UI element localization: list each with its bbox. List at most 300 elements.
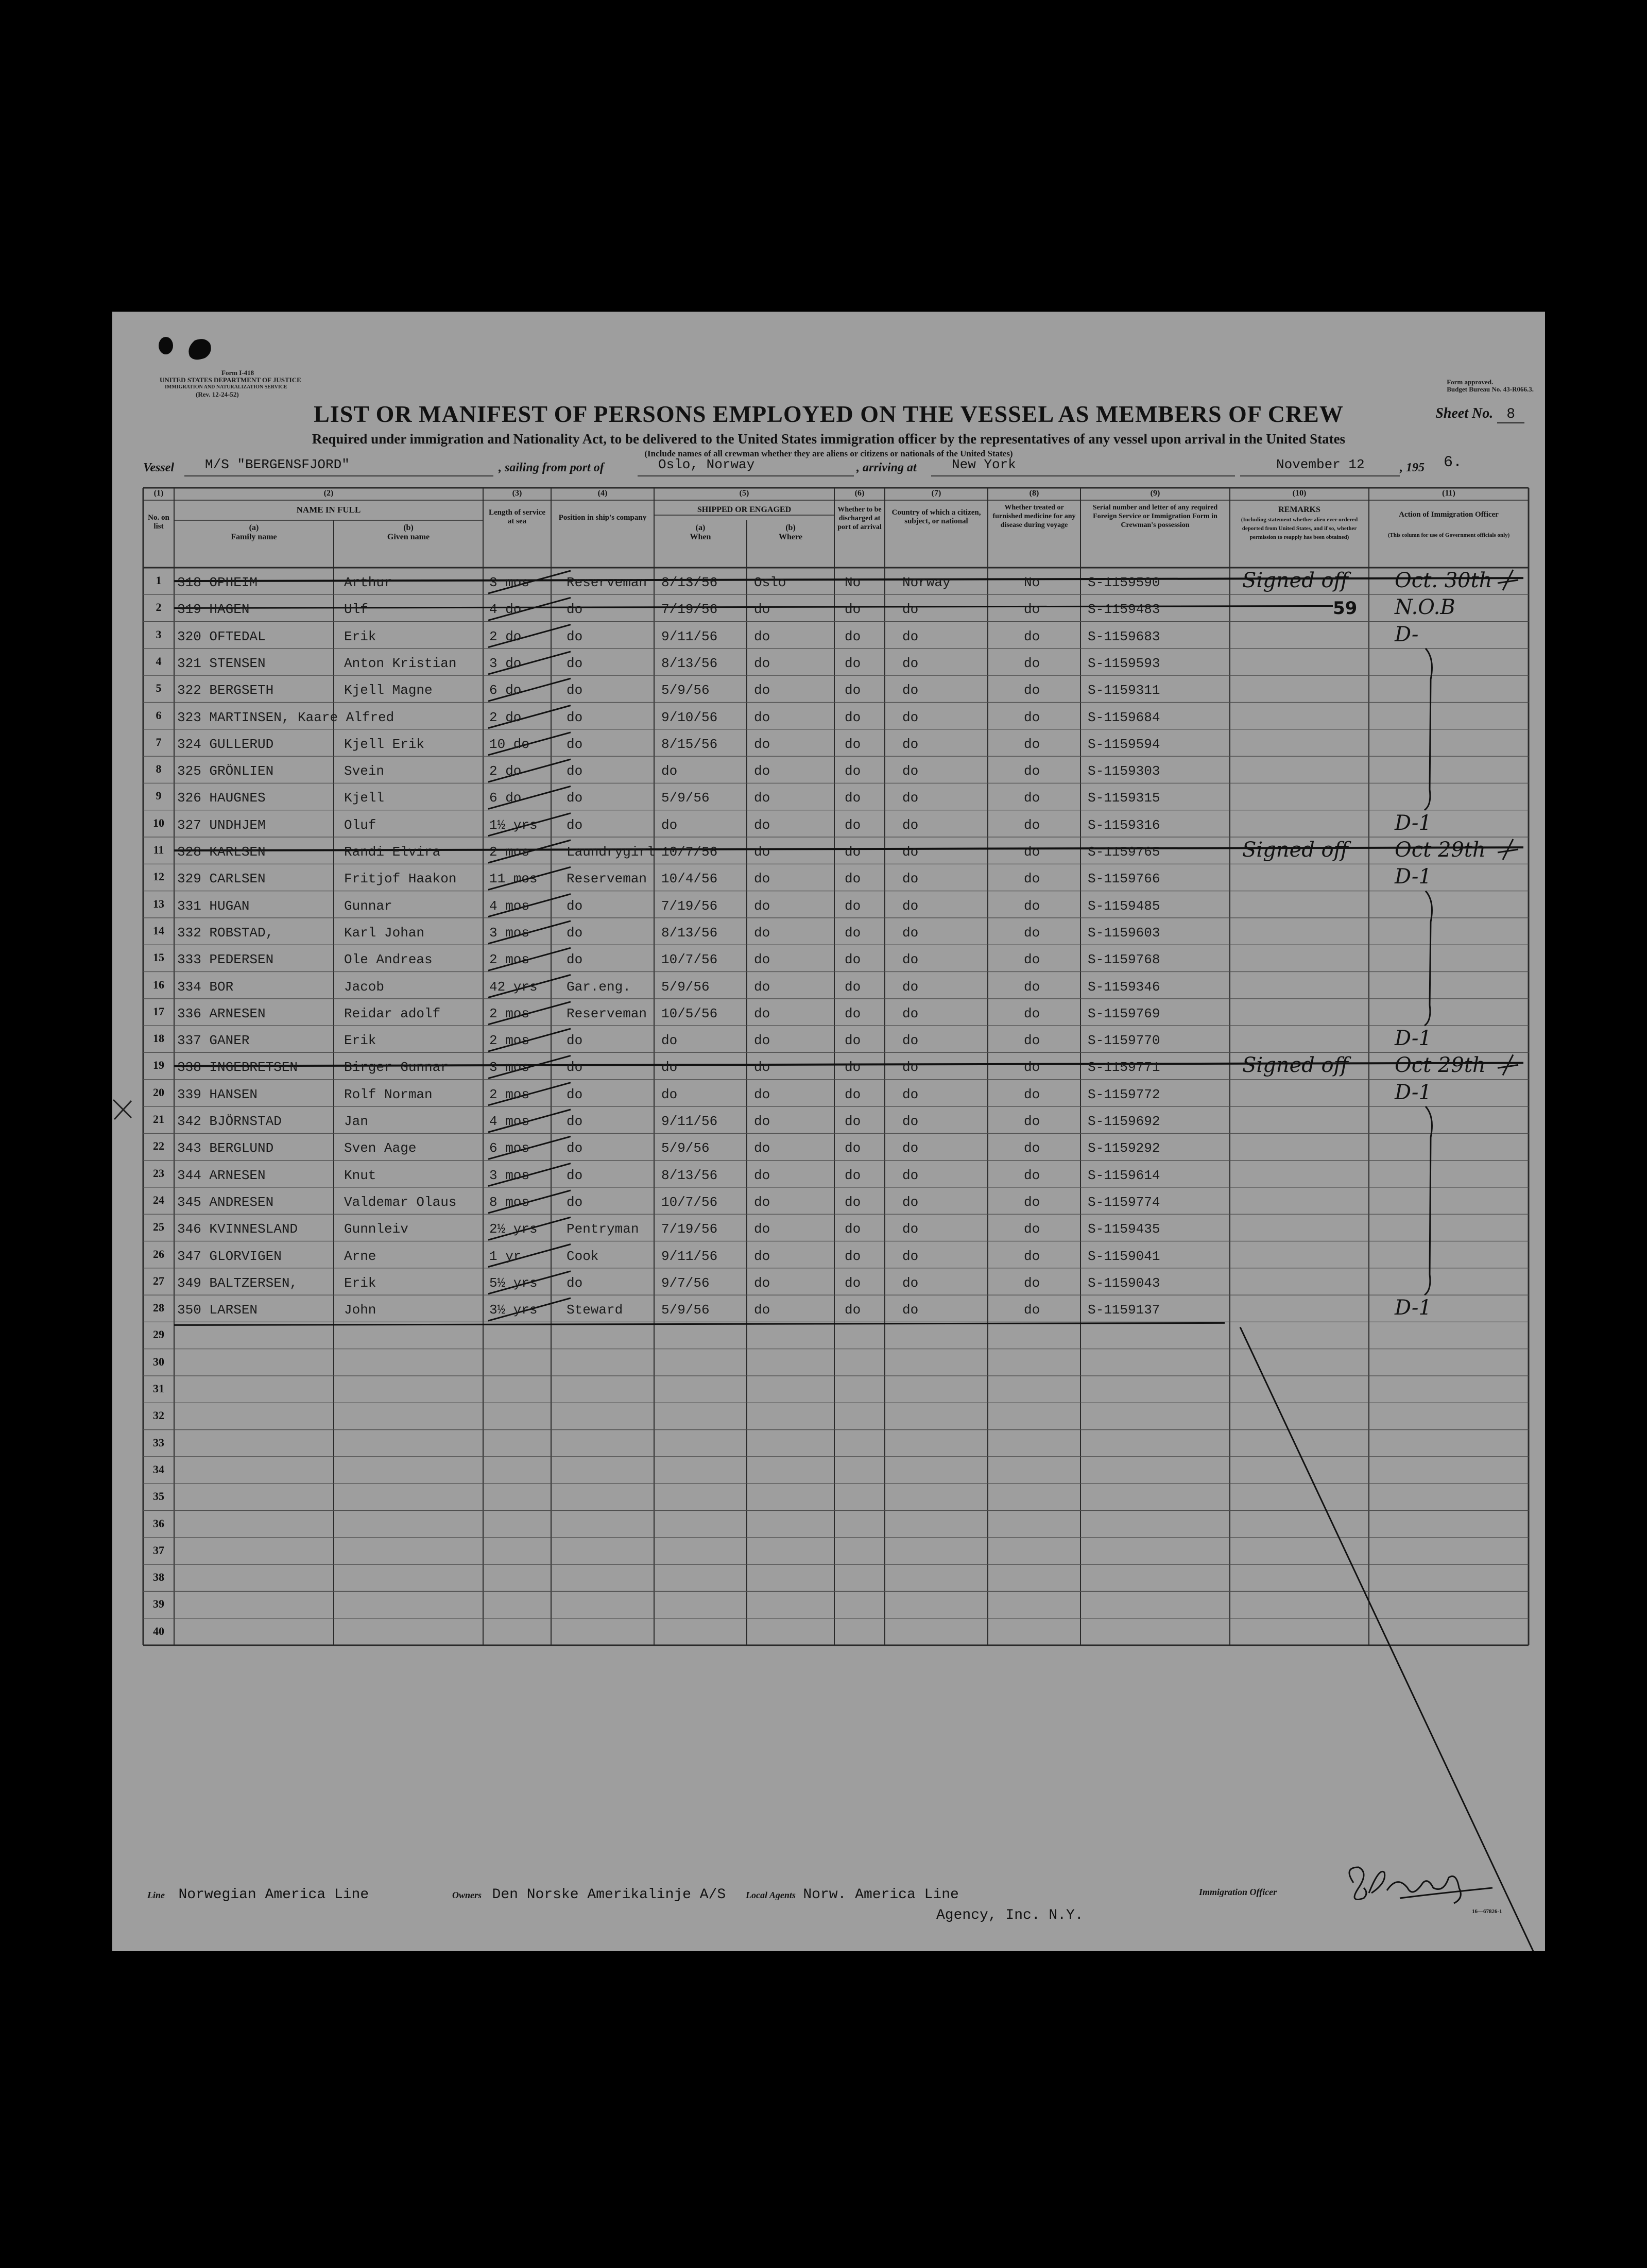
serial-number: S-1159769 [1088, 1005, 1160, 1021]
serial-number: S-1159692 [1088, 1114, 1160, 1129]
position: do [567, 790, 583, 806]
page-title: LIST OR MANIFEST OF PERSONS EMPLOYED ON THE VESSEL AS MEMBERS OF CREW [314, 401, 1344, 427]
shipped-where: do [754, 1033, 770, 1049]
vessel-name: M/S "BERGENSFJORD" [205, 457, 350, 472]
serial-number: S-1159614 [1088, 1167, 1160, 1183]
given-name: Svein [344, 763, 385, 779]
serial-number: S-1159766 [1088, 871, 1160, 887]
column-number: (3) [512, 489, 522, 498]
country: do [902, 1060, 919, 1076]
length-of-service: 2 do [489, 628, 522, 644]
row-number: 5 [156, 681, 162, 695]
shipped-where: do [754, 898, 770, 914]
officer-field [1199, 1887, 1277, 1898]
length-of-service: 2 mos [489, 1005, 530, 1021]
medicine: do [1024, 1302, 1040, 1318]
shipped-when: 9/11/56 [661, 1114, 718, 1129]
given-name: Arne [344, 1248, 376, 1264]
serial-number: S-1159483 [1088, 602, 1160, 618]
row-number: 16 [153, 978, 164, 991]
column-number: (10) [1292, 489, 1307, 498]
family-name: 338 INGEBRETSEN [177, 1060, 298, 1076]
discharged: do [845, 1086, 861, 1102]
country: do [902, 602, 919, 618]
officer-check-mark [1498, 839, 1518, 860]
agents-name-2: Agency, Inc. N.Y. [936, 1907, 1084, 1923]
row-number: 34 [153, 1462, 164, 1476]
arriving-label: , arriving at [856, 461, 917, 474]
family-name: 329 CARLSEN [177, 871, 266, 887]
discharged: do [845, 655, 861, 671]
discharged: do [845, 1033, 861, 1049]
given-name: Gunnleiv [344, 1221, 408, 1237]
country: do [902, 898, 919, 914]
shipped-when: 10/7/56 [661, 952, 718, 968]
discharged: do [845, 683, 861, 698]
country: do [902, 1114, 919, 1129]
medicine: do [1024, 628, 1040, 644]
action-handwritten: Oct. 30th [1395, 569, 1492, 592]
given-name: Jan [344, 1114, 368, 1129]
country: do [902, 1167, 919, 1183]
shipped-where: do [754, 683, 770, 698]
shipped-when: do [661, 1033, 678, 1049]
serial-number: S-1159774 [1088, 1194, 1160, 1210]
medicine: do [1024, 1114, 1040, 1129]
family-name: 337 GANER [177, 1033, 250, 1049]
country: do [902, 1086, 919, 1102]
form-revision: (Rev. 12-24-52) [196, 390, 239, 398]
row-number: 20 [153, 1085, 164, 1099]
position: do [567, 763, 583, 779]
country: do [902, 1140, 919, 1156]
shipped-where: do [754, 952, 770, 968]
medicine: do [1024, 844, 1040, 860]
column-number: (1) [153, 489, 164, 498]
length-of-service: 5½ yrs [489, 1275, 538, 1291]
row-number: 15 [153, 951, 164, 964]
handwritten-brace [1425, 1106, 1432, 1295]
medicine: do [1024, 898, 1040, 914]
given-name: Randi Elvira [344, 844, 441, 860]
discharged: do [845, 1248, 861, 1264]
row-number: 8 [156, 762, 162, 776]
family-name: 321 STENSEN [177, 655, 266, 671]
family-name: 339 HANSEN [177, 1086, 258, 1102]
position: Gar.eng. [567, 979, 631, 995]
line-label: Line [147, 1890, 165, 1900]
serial-number: S-1159603 [1088, 925, 1160, 941]
length-of-service: 6 do [489, 790, 522, 806]
vessel-label: Vessel [143, 461, 174, 474]
medicine: No [1024, 575, 1040, 590]
shipped-when: 7/19/56 [661, 602, 718, 618]
shipped-when: do [661, 817, 678, 833]
shipped-when: 5/9/56 [661, 1140, 710, 1156]
country: do [902, 1302, 919, 1318]
position: Laundrygirl [567, 844, 655, 860]
medicine: do [1024, 1167, 1040, 1183]
position: Reserveman [567, 871, 647, 887]
family-name: 332 ROBSTAD, [177, 925, 274, 941]
medicine: do [1024, 1060, 1040, 1076]
given-name: Ole Andreas [344, 952, 433, 968]
position: do [567, 628, 583, 644]
row-number: 28 [153, 1301, 164, 1315]
row-number: 37 [153, 1543, 164, 1557]
shipped-when: 9/11/56 [661, 628, 718, 644]
remarks-handwritten: Signed off [1242, 1053, 1348, 1078]
position: Reserveman [567, 575, 647, 590]
shipped-where: do [754, 925, 770, 941]
position: do [567, 1033, 583, 1049]
position: do [567, 817, 583, 833]
given-name: Gunnar [344, 898, 392, 914]
family-name: 333 PEDERSEN [177, 952, 274, 968]
shipped-where: do [754, 844, 770, 860]
medicine: do [1024, 1221, 1040, 1237]
shipped-when: 8/13/56 [661, 575, 718, 590]
column-number: (9) [1150, 489, 1160, 498]
medicine: do [1024, 871, 1040, 887]
given-name: Karl Johan [344, 925, 425, 941]
row-number: 21 [153, 1113, 164, 1126]
shipped-when: 8/13/56 [661, 1167, 718, 1183]
shipped-when: 5/9/56 [661, 1302, 710, 1318]
medicine: do [1024, 602, 1040, 618]
row-number: 18 [153, 1032, 164, 1045]
shipped-when: 10/4/56 [661, 871, 718, 887]
country: do [902, 1033, 919, 1049]
family-name: 327 UNDHJEM [177, 817, 266, 833]
length-of-service: 42 yrs [489, 979, 538, 995]
officer-label: Immigration Officer [1199, 1887, 1277, 1897]
action-handwritten: D-1 [1395, 1027, 1432, 1051]
position: do [567, 1194, 583, 1210]
length-of-service: 3 mos [489, 1167, 530, 1183]
serial-number: S-1159315 [1088, 790, 1160, 806]
line-name: Norwegian America Line [178, 1887, 369, 1903]
country: do [902, 979, 919, 995]
blank-rows-cancel-line [1240, 1327, 1534, 1951]
medicine: do [1024, 1275, 1040, 1291]
shipped-when: 10/7/56 [661, 1194, 718, 1210]
medicine: do [1024, 952, 1040, 968]
shipped-where: do [754, 736, 770, 752]
row-number: 7 [156, 735, 162, 748]
officer-signature [1338, 1862, 1503, 1908]
length-of-service: 3 do [489, 655, 522, 671]
shipped-where: do [754, 790, 770, 806]
serial-number: S-1159041 [1088, 1248, 1160, 1264]
family-name: 334 BOR [177, 979, 234, 995]
family-name: 328 KARLSEN [177, 844, 266, 860]
shipped-when: 10/7/56 [661, 844, 718, 860]
manifest-sheet [112, 312, 1545, 1951]
country: do [902, 1194, 919, 1210]
medicine: do [1024, 925, 1040, 941]
family-name: 319 HAGEN [177, 602, 250, 618]
given-name: Kjell Erik [344, 736, 425, 752]
serial-number: S-1159485 [1088, 898, 1160, 914]
length-of-service: 1 yr [489, 1248, 522, 1264]
family-name: 318 OPHEIM [177, 575, 258, 590]
given-name: Jacob [344, 979, 385, 995]
length-of-service: 6 mos [489, 1140, 530, 1156]
approval-line-1: Form approved. [1447, 378, 1494, 386]
row-number: 40 [153, 1624, 164, 1638]
serial-number: S-1159771 [1088, 1060, 1160, 1076]
family-name: 324 GULLERUD [177, 736, 274, 752]
position: do [567, 1140, 583, 1156]
discharged: do [845, 763, 861, 779]
margin-number: 59 [1333, 598, 1358, 619]
header-immigration-action: Action of Immigration Officer [1399, 510, 1499, 519]
shipped-where: Oslo [754, 575, 786, 590]
row-number: 2 [156, 601, 162, 614]
shipped-when: do [661, 763, 678, 779]
serial-number: S-1159768 [1088, 952, 1160, 968]
approval-line-2: Budget Bureau No. 43-R066.3. [1447, 385, 1534, 393]
row-number: 39 [153, 1597, 164, 1611]
given-name: Erik [344, 1275, 376, 1291]
action-handwritten: Oct 29th [1395, 838, 1486, 862]
row-number: 36 [153, 1516, 164, 1530]
position: do [567, 952, 583, 968]
remarks-handwritten: Signed off [1242, 569, 1348, 592]
sheet-label: Sheet No. [1435, 405, 1494, 421]
shipped-when: 5/9/56 [661, 979, 710, 995]
shipped-when: 8/13/56 [661, 655, 718, 671]
serial-number: S-1159594 [1088, 736, 1160, 752]
given-name: Fritjof Haakon [344, 871, 457, 887]
header-shipped-engaged: SHIPPED OR ENGAGED [697, 505, 792, 514]
row-number: 12 [153, 870, 164, 883]
row-number: 29 [153, 1328, 164, 1341]
family-name: 347 GLORVIGEN [177, 1248, 282, 1264]
row-number: 19 [153, 1059, 164, 1072]
x-mark [112, 1095, 139, 1126]
row-number: 27 [153, 1274, 164, 1287]
row-number: 25 [153, 1220, 164, 1234]
row-number: 6 [156, 708, 162, 722]
position: do [567, 1114, 583, 1129]
position: do [567, 602, 583, 618]
given-name: Birger Gunnar [344, 1060, 449, 1076]
sailing-port: Oslo, Norway [658, 457, 755, 472]
country: do [902, 1221, 919, 1237]
family-name: 331 HUGAN [177, 898, 250, 914]
header-serial-number: Serial number and letter of any required Foreign Service or Immigration Form in Crewman's possession [1092, 504, 1218, 529]
sheet-value: 8 [1497, 406, 1524, 423]
length-of-service: 8 mos [489, 1194, 530, 1210]
given-name: Erik [344, 628, 376, 644]
country: do [902, 817, 919, 833]
serial-number: S-1159684 [1088, 709, 1160, 725]
shipped-where: do [754, 1302, 770, 1318]
action-handwritten: D-1 [1395, 1296, 1432, 1320]
manifest-grid [112, 312, 1545, 1951]
shipped-when: 10/5/56 [661, 1005, 718, 1021]
family-name: 344 ARNESEN [177, 1167, 266, 1183]
position: do [567, 709, 583, 725]
length-of-service: 4 mos [489, 1114, 530, 1129]
medicine: do [1024, 683, 1040, 698]
header-country: Country of which a citizen, subject, or national [891, 508, 981, 525]
serial-number: S-1159765 [1088, 844, 1160, 860]
line-field [147, 1887, 369, 1903]
shipped-where: do [754, 1221, 770, 1237]
row-number: 11 [153, 843, 164, 856]
serial-number: S-1159593 [1088, 655, 1160, 671]
medicine: do [1024, 1005, 1040, 1021]
serial-number: S-1159137 [1088, 1302, 1160, 1318]
shipped-when: 9/7/56 [661, 1275, 710, 1291]
given-name: Kjell Magne [344, 683, 433, 698]
country: do [902, 709, 919, 725]
shipped-where: do [754, 1086, 770, 1102]
discharged: do [845, 1140, 861, 1156]
country: do [902, 844, 919, 860]
header-discharged: Whether to be discharged at port of arrival [837, 506, 882, 531]
column-number: (8) [1029, 489, 1039, 498]
position: do [567, 1086, 583, 1102]
country: do [902, 952, 919, 968]
action-handwritten: D-1 [1395, 811, 1432, 835]
agents-field-2 [936, 1907, 1084, 1923]
row-number: 33 [153, 1436, 164, 1449]
given-name: Ulf [344, 602, 368, 618]
header-no-on-list: No. on list [148, 514, 169, 531]
discharged: do [845, 709, 861, 725]
length-of-service: 1½ yrs [489, 817, 538, 833]
length-of-service: 4 do [489, 602, 522, 618]
shipped-where: do [754, 1248, 770, 1264]
discharged: do [845, 1194, 861, 1210]
shipped-where: do [754, 979, 770, 995]
family-name: 346 KVINNESLAND [177, 1221, 298, 1237]
length-of-service: 10 do [489, 736, 530, 752]
column-number: (7) [931, 489, 941, 498]
discharged: do [845, 844, 861, 860]
service-name: IMMIGRATION AND NATURALIZATION SERVICE [165, 384, 287, 390]
country: do [902, 683, 919, 698]
medicine: do [1024, 790, 1040, 806]
given-name: Rolf Norman [344, 1086, 433, 1102]
officer-check-mark [1498, 1054, 1518, 1075]
country: do [902, 925, 919, 941]
country: Norway [902, 575, 951, 590]
shipped-where: do [754, 655, 770, 671]
list-closing-line [174, 1323, 1225, 1325]
officer-check-mark [1498, 570, 1518, 590]
shipped-when: 7/19/56 [661, 898, 718, 914]
discharged: do [845, 1302, 861, 1318]
shipped-when: 9/11/56 [661, 1248, 718, 1264]
shipped-where: do [754, 628, 770, 644]
column-number: (11) [1442, 489, 1455, 498]
shipped-where: do [754, 817, 770, 833]
given-name: Oluf [344, 817, 376, 833]
subcolumn-letter: (b) [785, 523, 796, 532]
length-of-service: 3 mos [489, 925, 530, 941]
country: do [902, 1248, 919, 1264]
family-name: 349 BALTZERSEN, [177, 1275, 298, 1291]
year-digit: 6. [1444, 454, 1463, 471]
column-number: (2) [323, 489, 334, 498]
length-of-service: 2 do [489, 709, 522, 725]
agents-field [746, 1887, 959, 1903]
row-number: 38 [153, 1571, 164, 1584]
row-number: 26 [153, 1247, 164, 1260]
family-name: 350 LARSEN [177, 1302, 258, 1318]
shipped-where: do [754, 1275, 770, 1291]
medicine: do [1024, 1140, 1040, 1156]
length-of-service: 3 mos [489, 1060, 530, 1076]
shipped-where: do [754, 871, 770, 887]
country: do [902, 790, 919, 806]
subtitle: Required under immigration and Nationality Act, to be delivered to the United States immigration officer by the representatives of any vessel upon arrival in the United States [312, 431, 1346, 447]
position: do [567, 1167, 583, 1183]
country: do [902, 763, 919, 779]
agents-label: Local Agents [746, 1890, 796, 1900]
form-id: Form I-418 [221, 369, 254, 377]
serial-number: S-1159311 [1088, 683, 1160, 698]
family-name: 326 HAUGNES [177, 790, 266, 806]
country: do [902, 871, 919, 887]
given-name: Erik [344, 1033, 376, 1049]
row-number: 10 [153, 816, 164, 829]
position: Cook [567, 1248, 599, 1264]
position: Steward [567, 1302, 623, 1318]
shipped-where: do [754, 709, 770, 725]
shipped-where: do [754, 763, 770, 779]
subcolumn-letter: (a) [249, 523, 259, 532]
serial-number: S-1159590 [1088, 575, 1160, 590]
country: do [902, 736, 919, 752]
discharged: do [845, 628, 861, 644]
length-of-service: 2 mos [489, 1086, 530, 1102]
country: do [902, 628, 919, 644]
remarks-handwritten: Signed off [1242, 838, 1348, 862]
length-of-service: 2 mos [489, 844, 530, 860]
length-of-service: 3½ yrs [489, 1302, 538, 1318]
discharged: do [845, 1167, 861, 1183]
row-number: 22 [153, 1139, 164, 1153]
header-when: When [690, 533, 711, 541]
given-name: Knut [344, 1167, 376, 1183]
row-number: 30 [153, 1355, 164, 1368]
shipped-when: 8/15/56 [661, 736, 718, 752]
shipped-when: 9/10/56 [661, 709, 718, 725]
column-number: (6) [854, 489, 865, 498]
length-of-service: 2 mos [489, 1033, 530, 1049]
discharged: do [845, 1221, 861, 1237]
discharged: do [845, 1060, 861, 1076]
row-number: 31 [153, 1382, 164, 1395]
discharged: do [845, 979, 861, 995]
row-number: 24 [153, 1193, 164, 1206]
serial-number: S-1159316 [1088, 817, 1160, 833]
discharged: do [845, 871, 861, 887]
length-of-service: 4 mos [489, 898, 530, 914]
header-name-in-full: NAME IN FULL [296, 505, 361, 515]
position: do [567, 1275, 583, 1291]
form-code: 16—67826-1 [1472, 1908, 1502, 1915]
action-handwritten: D-1 [1395, 1080, 1432, 1104]
country: do [902, 1275, 919, 1291]
action-handwritten: N.O.B [1395, 595, 1455, 620]
